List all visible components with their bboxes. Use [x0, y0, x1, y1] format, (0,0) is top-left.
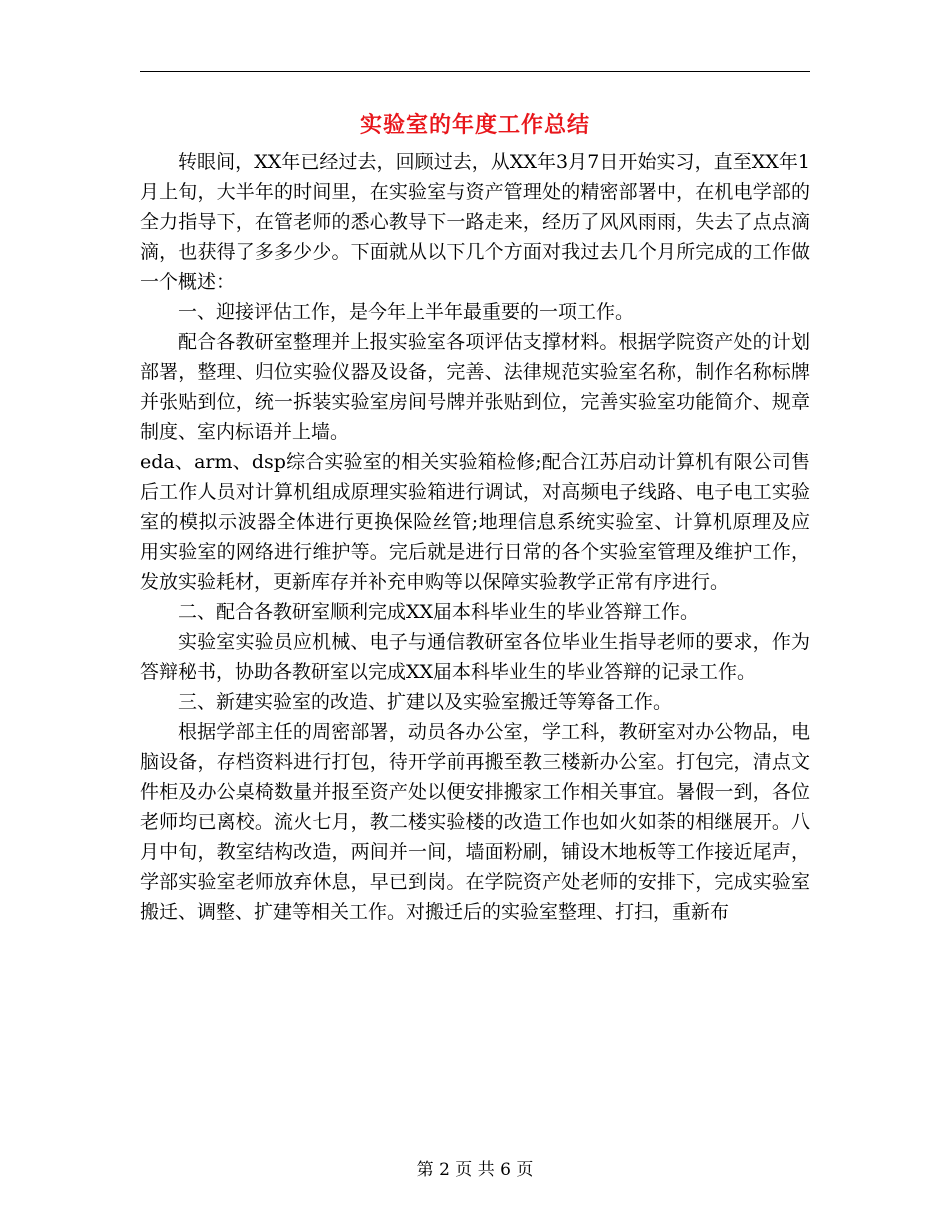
paragraph: 实验室实验员应机械、电子与通信教研室各位毕业生指导老师的要求，作为答辩秘书，协助各教研室以完成XX届本科毕业生的毕业答辩的记录工作。 [140, 631, 810, 683]
paragraph: 配合各教研室整理并上报实验室各项评估支撑材料。根据学院资产处的计划部署，整理、归位实验仪器及设备，完善、法律规范实验室名称，制作名称标牌并张贴到位，统一拆装实验室房间号牌并张贴到位，完善实验室功能简介、规章制度、室内标语并上墙。 [140, 331, 810, 443]
header-rule [140, 71, 810, 72]
paragraph: 根据学部主任的周密部署，动员各办公室，学工科，教研室对办公物品，电脑设备，存档资料进行打包，待开学前再搬至教三楼新办公室。打包完，清点文件柜及办公桌椅数量并报至资产处以便安排搬家工作相关事宜。暑假一到，各位老师均已离校。流火七月，教二楼实验楼的改造工作也如火如荼的相继展开。八月中旬，教室结构改造，两间并一间，墙面粉刷，铺设木地板等工作接近尾声，学部实验室老师放弃休息，早已到岗。在学院资产处老师的安排下，完成实验室搬迁、调整、扩建等相关工作。对搬迁后的实验室整理、打扫，重新布 [140, 721, 810, 923]
paragraph: 转眼间，XX年已经过去，回顾过去，从XX年3月7日开始实习，直至XX年1月上旬，大半年的时间里，在实验室与资产管理处的精密部署中，在机电学部的全力指导下，在管老师的悉心教导下一路走来，经历了风风雨雨，失去了点点滴滴，也获得了多多少少。下面就从以下几个方面对我过去几个月所完成的工作做一个概述： [140, 151, 810, 293]
document-body [140, 147, 810, 927]
section-heading: 二、配合各教研室顺利完成XX届本科毕业生的毕业答辩工作。 [178, 601, 700, 623]
section-heading: 三、新建实验室的改造、扩建以及实验室搬迁等筹备工作。 [178, 691, 673, 713]
document-title: 实验室的年度工作总结 [359, 112, 590, 138]
page-footer: 第 2 页 共 6 页 [416, 1160, 534, 1180]
paragraph: eda、arm、dsp综合实验室的相关实验箱检修;配合江苏启动计算机有限公司售后工作人员对计算机组成原理实验箱进行调试，对高频电子线路、电子电工实验室的模拟示波器全体进行更换保险丝管;地理信息系统实验室、计算机原理及应用实验室的网络进行维护等。完后就是进行日常的各个实验室管理及维护工作，发放实验耗材，更新库存并补充申购等以保障实验教学正常有序进行。 [140, 451, 810, 593]
section-heading: 一、迎接评估工作，是今年上半年最重要的一项工作。 [178, 301, 635, 323]
